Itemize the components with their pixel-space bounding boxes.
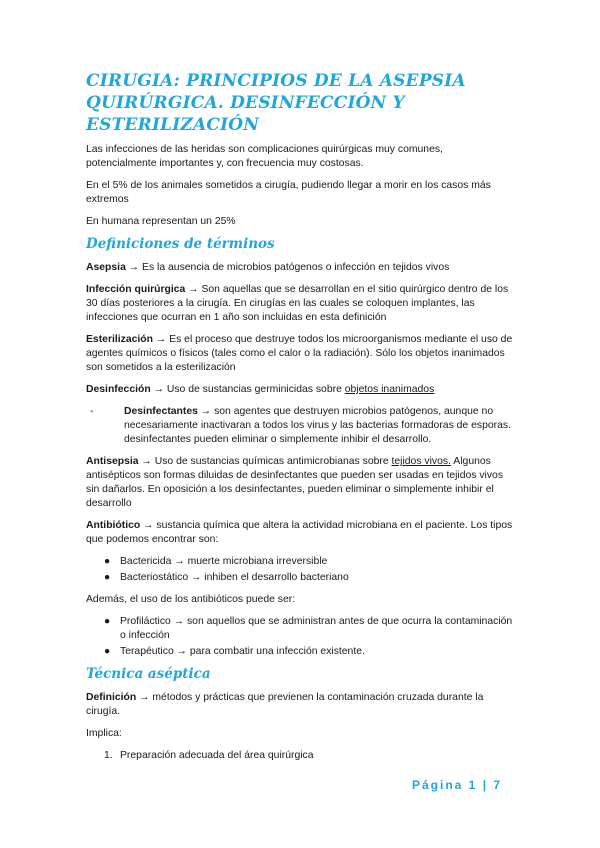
term-asepsia: Asepsia [86, 262, 126, 273]
bullet-icon: ● [104, 572, 111, 583]
list-item-text: Terapéutico → para combatir una infección existente. [120, 646, 365, 657]
document-title: CIRUGIA: PRINCIPIOS DE LA ASEPSIA QUIRÚRGICA. DESINFECCIÓN Y ESTERILIZACIÓN [86, 71, 466, 135]
definition-desinfeccion-text: → Uso de sustancias germinicidas sobre [150, 384, 345, 395]
document-body [86, 143, 516, 763]
term-desinfectantes: Desinfectantes [124, 406, 198, 417]
term-infeccion: Infección quirúrgica [86, 284, 186, 295]
definition-infeccion-text: → Son aquellas que se desarrollan en el sitio quirúrgico dentro de los 30 días posteriores a la cirugía. En cirugías en las cuales se coloquen implantes, las infecciones que ocurran en 1 año son incluidas en esta definición [86, 284, 509, 323]
list-item-text: Bactericida → muerte microbiana irreversible [120, 556, 328, 567]
definition-antisepsia [86, 455, 516, 511]
definition-desinfectantes-text: → son agentes que destruyen microbios patógenos, aunque no necesariamente inactivaran a todos los virus y las bacterias formadoras de esporas. desinfectantes pueden eliminar o simplemente inhibir el desarrollo. [124, 406, 511, 445]
list-item-text: Bacteriostático → inhiben el desarrollo bacteriano [120, 572, 349, 583]
antibiotic-uses-list [86, 615, 516, 659]
section-heading-definiciones: Definiciones de términos [86, 236, 275, 252]
definition-asepsia [86, 261, 516, 275]
desinfectantes-body [124, 405, 516, 447]
bullet-icon: ● [104, 646, 111, 657]
bullet-icon: ● [104, 556, 111, 567]
list-item [86, 571, 516, 585]
definition-esterilizacion [86, 333, 516, 375]
definition-desinfeccion [86, 383, 516, 397]
definition-esterilizacion-text: → Es el proceso que destruye todos los microorganismos mediante el uso de agentes químicos o físicos (tales como el calor o la radiación). Sólo los objetos inanimados son sometidos a la esterilización [86, 334, 513, 373]
list-item-text: Profiláctico → son aquellos que se administran antes de que ocurra la contaminación o infección [120, 616, 513, 641]
definition-asepsia-text: → Es la ausencia de microbios patógenos o infección en tejidos vivos [125, 262, 450, 273]
section-heading-tecnica-aseptica: Técnica aséptica [86, 666, 211, 682]
list-item [86, 645, 516, 659]
term-antibiotico: Antibiótico [86, 520, 141, 531]
numbered-item [86, 749, 516, 763]
term-definicion: Definición [86, 692, 137, 703]
antibiotic-use-intro: Además, el uso de los antibióticos puede ser: [86, 594, 296, 605]
definition-antibiotico [86, 519, 516, 547]
page-number: Página 1 | 7 [412, 778, 503, 792]
term-esterilizacion: Esterilización [86, 334, 153, 345]
term-antisepsia: Antisepsia [86, 456, 139, 467]
intro-paragraph-2: En el 5% de los animales sometidos a cirugía, pudiendo llegar a morir en los casos más extremos [86, 180, 491, 205]
definition-antisepsia-text-2: Algunos antisépticos son formas diluidas de desinfectantes que pueden ser usadas en tejidos vivos sin dañarlos. En oposición a los desinfectantes, pueden eliminar o simplemente inhibir el desarrollo [86, 456, 504, 509]
definition-infeccion [86, 283, 516, 325]
implica-label: Implica: [86, 728, 122, 739]
definition-antibiotico-text: → sustancia química que altera la actividad microbiana en el paciente. Los tipos que podemos encontrar son: [86, 520, 513, 545]
list-item [86, 555, 516, 569]
term-desinfeccion: Desinfección [86, 384, 151, 395]
numbered-item-text: Preparación adecuada del área quirúrgica [120, 750, 314, 761]
definition-antisepsia-text: → Uso de sustancias químicas antimicrobianas sobre [138, 456, 392, 467]
intro-paragraph-1: Las infecciones de las heridas son complicaciones quirúrgicas muy comunes, potencialmente importantes y, con frecuencia muy costosas. [86, 144, 443, 169]
intro-paragraph-3: En humana representan un 25% [86, 216, 236, 227]
underlined-objetos-inanimados: objetos inanimados [344, 384, 435, 395]
bullet-icon: ● [104, 616, 111, 627]
definition-desinfectantes [86, 405, 516, 447]
dash-marker: - [90, 406, 94, 417]
underlined-tejidos-vivos: tejidos vivos. [391, 456, 451, 467]
antibiotic-types-list [86, 555, 516, 585]
definition-tecnica [86, 691, 516, 719]
definition-tecnica-text: → métodos y prácticas que previenen la contaminación cruzada durante la cirugía. [86, 692, 484, 717]
number-marker: 1. [104, 750, 113, 761]
list-item [86, 615, 516, 643]
